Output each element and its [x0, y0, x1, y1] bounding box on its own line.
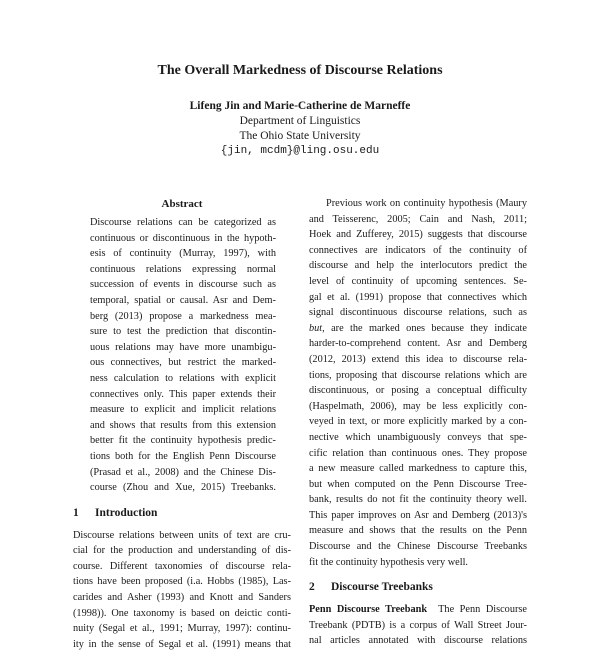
abstract-line: succession of events in discourse such as [90, 279, 276, 291]
body-line: but when computed on the Penn Discourse Tree- [309, 478, 527, 490]
author-university: The Ohio State University [239, 130, 361, 142]
body-line: cific relation than continuous ones. They propose [309, 447, 527, 459]
body-line [309, 602, 527, 618]
body-line: Discourse and the Chinese Discourse Treebanks [309, 541, 527, 553]
intro-line: tions have been proposed (i.a. Hobbs (1985), Las- [73, 576, 291, 588]
intro-line: Discourse relations between units of text are cru- [73, 529, 291, 541]
body-line: a new measure called markedness to capture this, [309, 463, 527, 475]
abstract-line: (Prasad et al., 2008) and the Chinese Dis- [90, 466, 276, 478]
abstract-body [90, 215, 276, 496]
body-line: connectives are indicators of the continuity of [309, 244, 527, 256]
abstract-line: measure to explicit and implicit relations [90, 404, 276, 416]
right-column [309, 196, 527, 649]
intro-line: carides and Asher (1993) and Knott and Sanders [73, 592, 291, 604]
abstract-line: connectives only. This paper extends their [90, 388, 276, 400]
abstract-line: esis of continuity (Murray, 1997), with [90, 248, 276, 260]
body-line: and Teisserenc, 2005; Cain and Nash, 2011; [309, 213, 527, 225]
body-line: tions, proposing that discourse relations which are [309, 369, 527, 381]
intro-line: (1998)). One taxonomy is based on deictic conti- [73, 607, 291, 619]
author-names: Lifeng Jin and Marie-Catherine de Marneffe [189, 100, 411, 112]
abstract-line: Discourse relations can be categorized as [90, 217, 276, 228]
abstract-line: uous relations may have more unambigu- [90, 341, 276, 353]
body-line: level of continuity of upcoming sentences. Se- [309, 275, 527, 287]
abstract-line: better fit the continuity hypothesis predic- [90, 435, 276, 447]
body-line: bank, results do not fit the continuity theory well. [309, 494, 527, 506]
section-heading-introduction [73, 505, 291, 522]
abstract-line: continuous relations expressing normal [90, 263, 276, 275]
abstract-line: sure to test the prediction that discontin- [90, 326, 276, 338]
section-heading-discourse-treebanks [309, 579, 527, 596]
intro-line: nuity (Segal et al., 1991; Murray, 1997): continu- [73, 623, 291, 635]
section-number: 2 [309, 581, 315, 594]
author-email: {jin, mcdm}@ling.osu.edu [220, 145, 380, 157]
body-line: fit the continuity hypothesis very well. [309, 556, 469, 568]
body-line: Hoek and Zufferey, 2015) suggests that discourse [309, 229, 527, 241]
left-column [73, 196, 291, 652]
section-title: Introduction [95, 506, 158, 519]
section-title: Discourse Treebanks [331, 581, 433, 594]
abstract-line: and shows that results from this extension [90, 419, 276, 431]
abstract-line: berg (2013) propose a markedness mea- [90, 310, 276, 322]
body-line: discourse and help the interlocutors predict the [309, 260, 527, 272]
abstract-line: tions both for the English Penn Discourse [90, 450, 276, 462]
abstract-line: course (Zhou and Xue, 2015) Treebanks. [90, 482, 276, 494]
body-line: (Haspelmath, 2006), may be less explicitly con- [309, 400, 527, 412]
body-line: discontinuous, or posing a conceptual difficulty [309, 385, 527, 397]
abstract-line: temporal, spatial or causal. Asr and Dem- [90, 294, 276, 306]
intro-line: course. Different taxonomies of discourse rela- [73, 560, 291, 572]
body-line: nective which unambiguously conveys that spe- [309, 431, 527, 443]
body-text: , are the marked ones because they indicate [322, 322, 527, 334]
intro-line: cial for the production and understanding of dis- [73, 545, 291, 557]
abstract-line: ous connectives, but restrict the marked- [90, 357, 276, 369]
abstract-line: ness calculation to relations with explicit [90, 372, 276, 384]
abstract-line: continuous or discontinuous in the hypoth- [90, 232, 276, 244]
body-text: The Penn Discourse [438, 604, 527, 616]
body-line: veyed in text, or more explicitly marked by a con- [309, 416, 527, 428]
intro-line: ity in the sense of Segal et al. (1991) means that [73, 638, 291, 650]
body-line [309, 321, 527, 337]
author-block [0, 99, 600, 159]
body-line: gal et al. (1991) propose that connectives which [309, 291, 527, 303]
abstract-heading: Abstract [161, 198, 203, 210]
italic-term: but [309, 322, 323, 334]
body-line: signal discontinuous discourse relations, such as [309, 307, 527, 319]
body-line: harder-to-comprehend content. Asr and Demberg [309, 338, 527, 350]
body-line: measure and shows that the results on the Penn [309, 525, 527, 537]
paragraph-runin-heading: Penn Discourse Treebank [309, 604, 428, 616]
body-line: Previous work on continuity hypothesis (Maury [326, 198, 527, 209]
body-line: Treebank (PDTB) is a corpus of Wall Street Jour- [309, 619, 527, 631]
body-line: nal articles annotated with discourse relations [309, 635, 527, 647]
paper-title: The Overall Markedness of Discourse Relations [157, 63, 443, 78]
author-department: Department of Linguistics [239, 115, 361, 127]
body-line: This paper improves on Asr and Demberg (2013)'s [309, 509, 527, 521]
section-number: 1 [73, 506, 79, 519]
body-line: (2012, 2013) extend this idea to discourse rela- [309, 353, 527, 365]
